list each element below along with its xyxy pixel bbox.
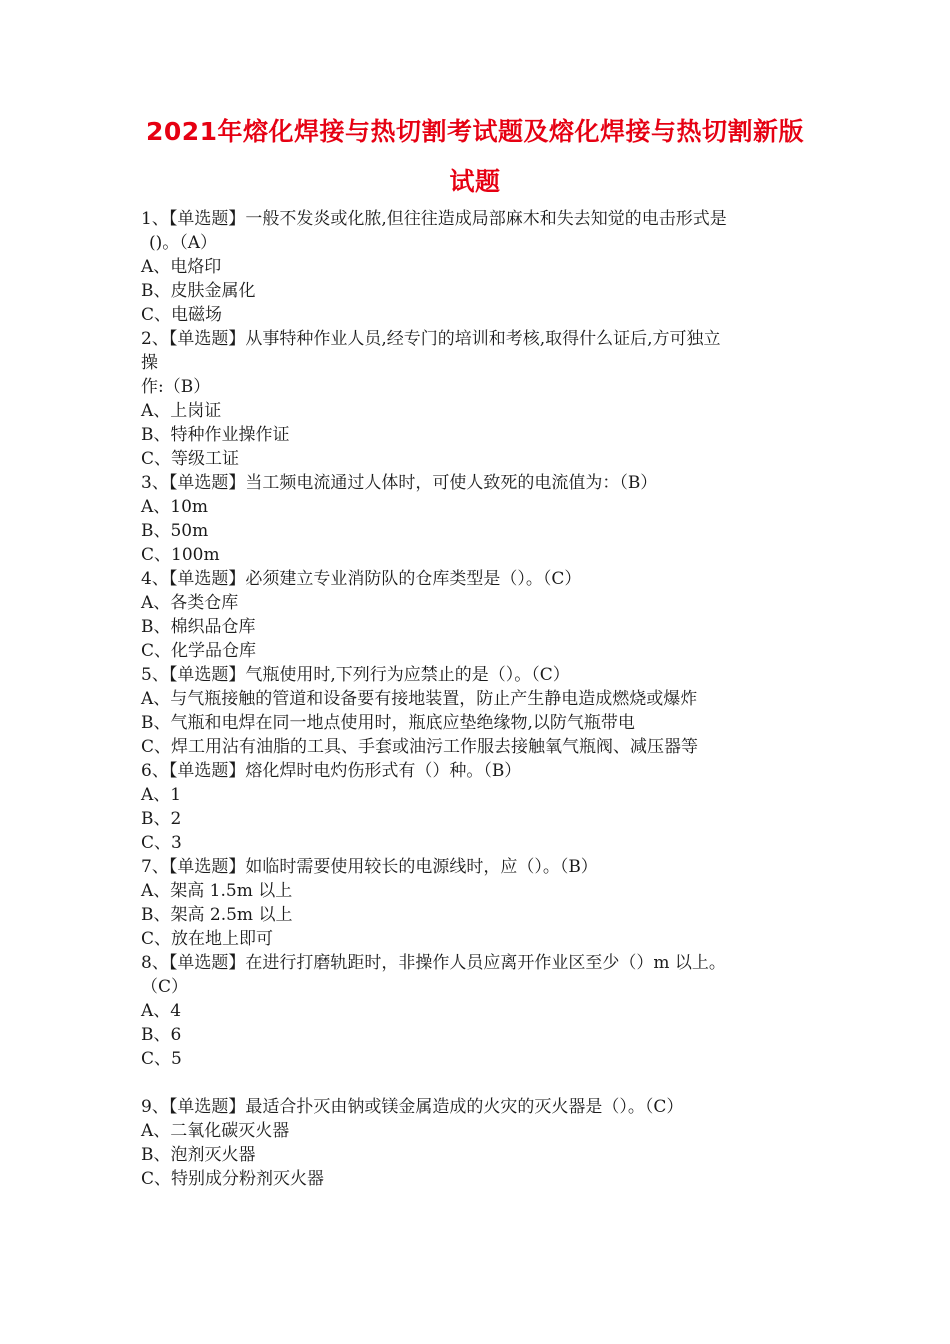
question-7-option-c: C、放在地上即可	[141, 929, 274, 949]
question-1-text: 1、【单选题】一般不发炎或化脓,但往往造成局部麻木和失去知觉的电击形式是	[141, 209, 727, 229]
question-9-option-a: A、二氧化碳灭火器	[141, 1121, 290, 1141]
question-7-option-b: B、架高 2.5m 以上	[141, 905, 293, 925]
question-4-option-a: A、各类仓库	[141, 593, 239, 613]
question-6-option-b: B、2	[141, 809, 182, 829]
question-2-text-cont-2: 作:（B）	[141, 377, 211, 397]
question-2-text: 2、【单选题】从事特种作业人员,经专门的培训和考核,取得什么证后,方可独立	[141, 329, 721, 349]
question-2-option-a: A、上岗证	[141, 401, 222, 421]
question-4-text: 4、【单选题】必须建立专业消防队的仓库类型是（）。（C）	[141, 569, 582, 589]
question-1-option-b: B、皮肤金属化	[141, 281, 256, 301]
question-3-option-a: A、10m	[141, 497, 209, 517]
question-7-text: 7、【单选题】如临时需要使用较长的电源线时，应（）。（B）	[141, 857, 598, 877]
question-8-option-b: B、6	[141, 1025, 182, 1045]
question-4-option-c: C、化学品仓库	[141, 641, 257, 661]
question-9-option-b: B、泡剂灭火器	[141, 1145, 256, 1165]
question-4-option-b: B、棉织品仓库	[141, 617, 256, 637]
question-9-option-c: C、特别成分粉剂灭火器	[141, 1169, 325, 1189]
question-8-option-a: A、4	[141, 1001, 182, 1021]
question-8-text: 8、【单选题】在进行打磨轨距时，非操作人员应离开作业区至少（）m 以上。	[141, 953, 726, 973]
question-8-option-c: C、5	[141, 1049, 182, 1069]
question-2-option-b: B、特种作业操作证	[141, 425, 290, 445]
question-2-text-cont: 操	[141, 353, 158, 373]
question-7-option-a: A、架高 1.5m 以上	[141, 881, 293, 901]
question-3-option-c: C、100m	[141, 545, 220, 565]
question-6-text: 6、【单选题】熔化焊时电灼伤形式有（）种。（B）	[141, 761, 522, 781]
document-title-line-2: 试题	[449, 167, 501, 196]
question-9-text: 9、【单选题】最适合扑灭由钠或镁金属造成的火灾的灭火器是（）。（C）	[141, 1097, 684, 1117]
question-5-option-c: C、焊工用沾有油脂的工具、手套或油污工作服去接触氧气瓶阀、减压器等	[141, 737, 699, 757]
question-5-text: 5、【单选题】气瓶使用时,下列行为应禁止的是（）。（C）	[141, 665, 570, 685]
question-1-text-cont: ()。（A）	[149, 233, 218, 253]
question-3-text: 3、【单选题】当工频电流通过人体时，可使人致死的电流值为：（B）	[141, 473, 658, 493]
question-5-option-b: B、气瓶和电焊在同一地点使用时，瓶底应垫绝缘物,以防气瓶带电	[141, 713, 635, 733]
question-3-option-b: B、50m	[141, 521, 209, 541]
question-1-option-c: C、电磁场	[141, 305, 223, 325]
question-8-text-cont: （C）	[141, 977, 189, 997]
question-6-option-a: A、1	[141, 785, 182, 805]
question-1-option-a: A、电烙印	[141, 257, 222, 277]
question-6-option-c: C、3	[141, 833, 182, 853]
question-list	[141, 207, 821, 1191]
spacer	[141, 1071, 821, 1095]
document-title-line-1: 2021年熔化焊接与热切割考试题及熔化焊接与热切割新版	[145, 117, 805, 146]
question-5-option-a: A、与气瓶接触的管道和设备要有接地装置，防止产生静电造成燃烧或爆炸	[141, 689, 698, 709]
question-2-option-c: C、等级工证	[141, 449, 240, 469]
